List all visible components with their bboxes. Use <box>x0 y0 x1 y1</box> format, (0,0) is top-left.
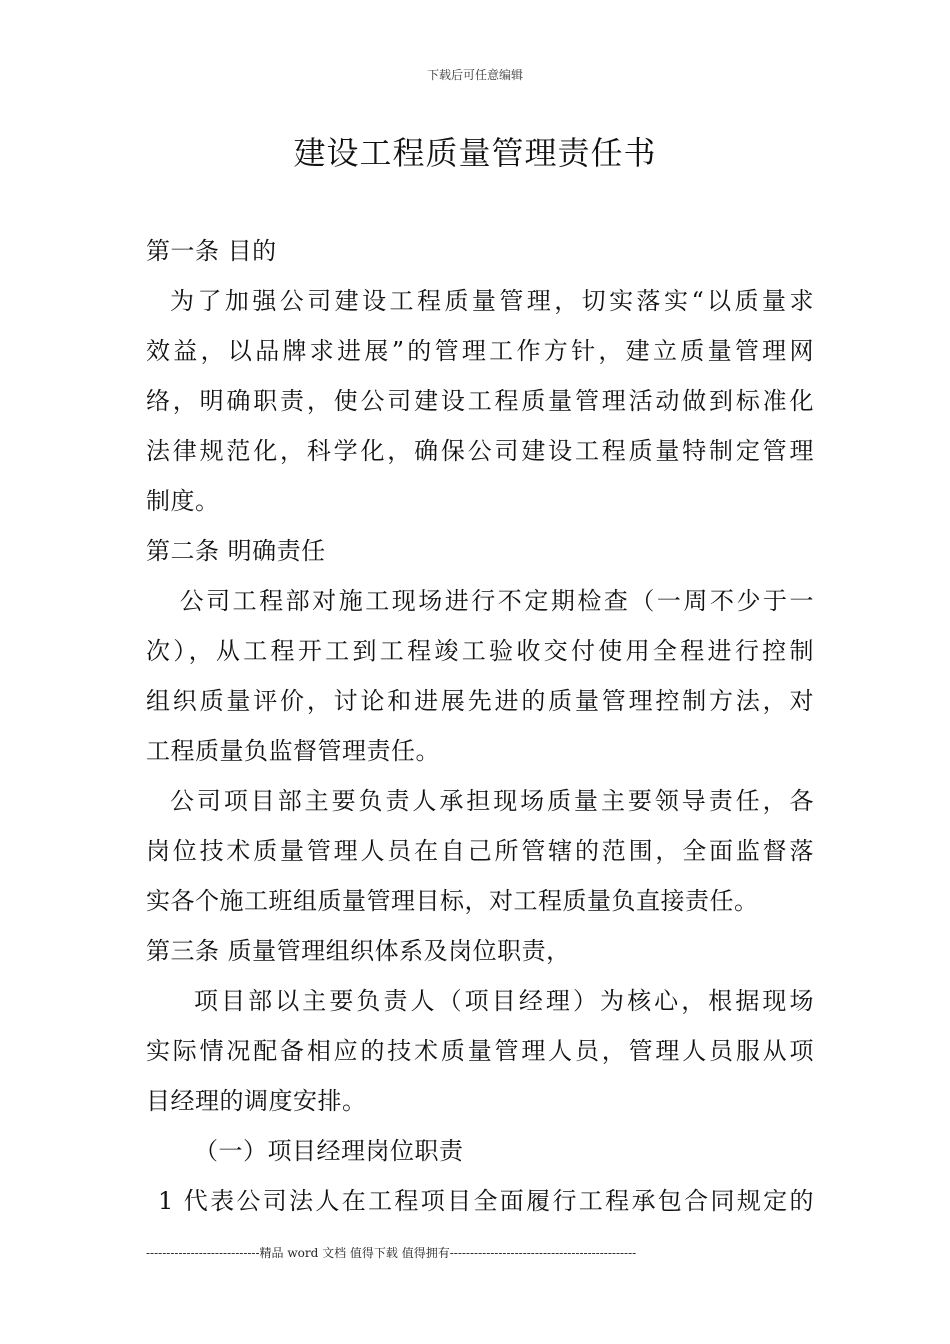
paragraph-line: 制度。 <box>146 487 220 515</box>
paragraph-line: 法律规范化，科学化，确保公司建设工程质量特制定管理 <box>146 437 814 465</box>
paragraph-line: 实各个施工班组质量管理目标，对工程质量负直接责任。 <box>146 887 759 915</box>
document-title: 建设工程质量管理责任书 <box>293 134 657 172</box>
section-heading: 第一条 目的 <box>146 237 277 265</box>
footer-note: ----------------------------精品 word 文档 值得下载 值得拥有---------------------------------------------- <box>146 1246 637 1260</box>
paragraph-line: 实际情况配备相应的技术质量管理人员，管理人员服从项 <box>146 1037 814 1065</box>
paragraph-line: 为了加强公司建设工程质量管理，切实落实“以质量求 <box>170 287 814 315</box>
paragraph-line: 岗位技术质量管理人员在自己所管辖的范围，全面监督落 <box>146 837 814 865</box>
paragraph-line: 公司工程部对施工现场进行不定期检查（一周不少于一 <box>179 587 814 615</box>
section-heading: （一）项目经理岗位职责 <box>194 1137 464 1165</box>
document-body <box>146 226 814 1226</box>
header-note: 下载后可任意编辑 <box>426 68 523 82</box>
paragraph-line: 目经理的调度安排。 <box>146 1087 367 1115</box>
section-heading: 第二条 明确责任 <box>146 537 326 565</box>
section-heading: 第三条 质量管理组织体系及岗位职责， <box>146 937 571 965</box>
paragraph-line: 公司项目部主要负责人承担现场质量主要领导责任，各 <box>170 787 814 815</box>
paragraph-line: 工程质量负监督管理责任。 <box>146 737 440 765</box>
paragraph-line: 1 代表公司法人在工程项目全面履行工程承包合同规定的 <box>158 1187 814 1215</box>
paragraph-line: 项目部以主要负责人（项目经理）为核心，根据现场 <box>194 987 814 1015</box>
paragraph-line: 效益，以品牌求进展”的管理工作方针，建立质量管理网 <box>146 337 814 365</box>
paragraph-line: 络，明确职责，使公司建设工程质量管理活动做到标准化 <box>146 387 814 415</box>
paragraph-line: 组织质量评价，讨论和进展先进的质量管理控制方法，对 <box>146 687 814 715</box>
paragraph-line: 次），从工程开工到工程竣工验收交付使用全程进行控制 <box>146 637 814 665</box>
